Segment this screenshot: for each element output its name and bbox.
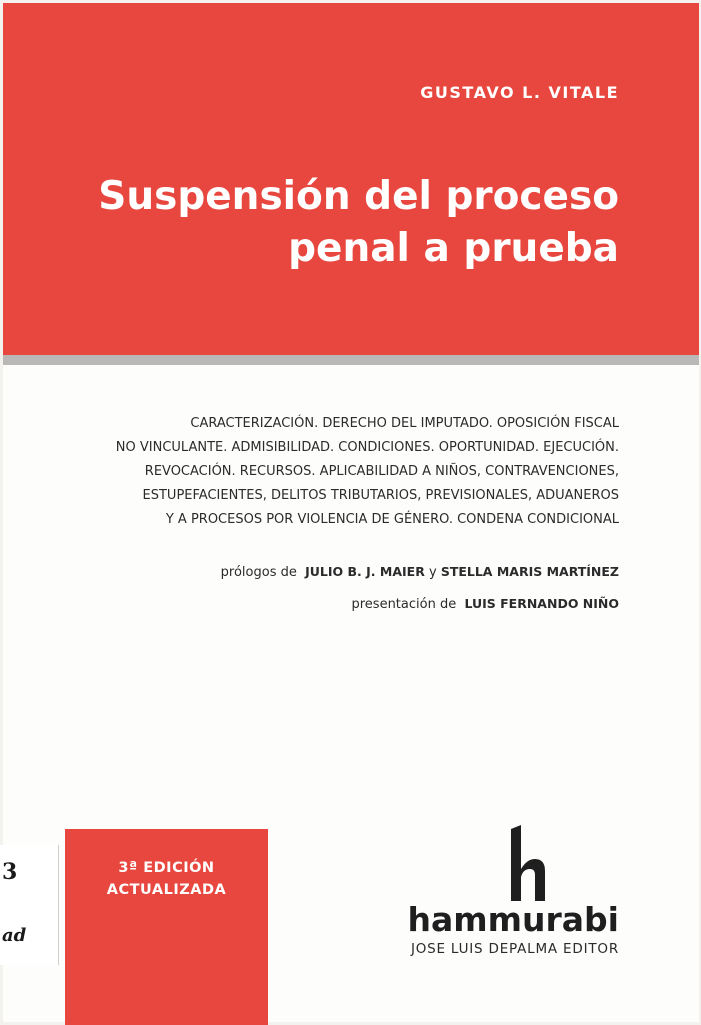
presentation-credits [59, 596, 619, 612]
prologue-credits [59, 564, 619, 580]
author-name: GUSTAVO L. VITALE [420, 83, 619, 102]
prologue-prefix: prólogos de [220, 565, 297, 580]
edition-label [65, 857, 268, 901]
title-band [3, 3, 699, 355]
topics-line: ESTUPEFACIENTES, DELITOS TRIBUTARIOS, PREVISIONALES, ADUANEROS [142, 488, 619, 503]
library-mark-2: ad [2, 925, 27, 946]
edition-line-1: 3ª EDICIÓN [118, 860, 215, 876]
topics-line: NO VINCULANTE. ADMISIBILIDAD. CONDICIONES. OPORTUNIDAD. EJECUCIÓN. [115, 440, 619, 455]
book-cover [3, 3, 699, 1022]
book-title [0, 171, 619, 275]
edition-box [65, 829, 268, 1025]
library-label [0, 845, 59, 965]
topics-list [19, 412, 619, 532]
presentation-author: LUIS FERNANDO NIÑO [464, 596, 619, 611]
publisher-subtitle: JOSE LUIS DEPALMA EDITOR [410, 941, 619, 957]
prologue-joiner: y [428, 565, 437, 580]
divider-strip [3, 355, 699, 365]
publisher-logo-icon [503, 825, 547, 905]
prologue-author-2: STELLA MARIS MARTÍNEZ [440, 564, 619, 579]
topics-line: CARACTERIZACIÓN. DERECHO DEL IMPUTADO. OPOSICIÓN FISCAL [190, 416, 619, 431]
library-mark-1: 3 [2, 859, 18, 885]
prologue-author-1: JULIO B. J. MAIER [305, 564, 425, 579]
edition-line-2: ACTUALIZADA [106, 882, 227, 898]
topics-line: REVOCACIÓN. RECURSOS. APLICABILIDAD A NIÑOS, CONTRAVENCIONES, [144, 464, 619, 479]
title-line-1: Suspensión del proceso [98, 174, 619, 219]
title-line-2: penal a prueba [288, 226, 619, 271]
presentation-prefix: presentación de [351, 597, 457, 612]
topics-line: Y A PROCESOS POR VIOLENCIA DE GÉNERO. CONDENA CONDICIONAL [165, 512, 619, 527]
publisher-name: hammurabi [407, 900, 619, 939]
